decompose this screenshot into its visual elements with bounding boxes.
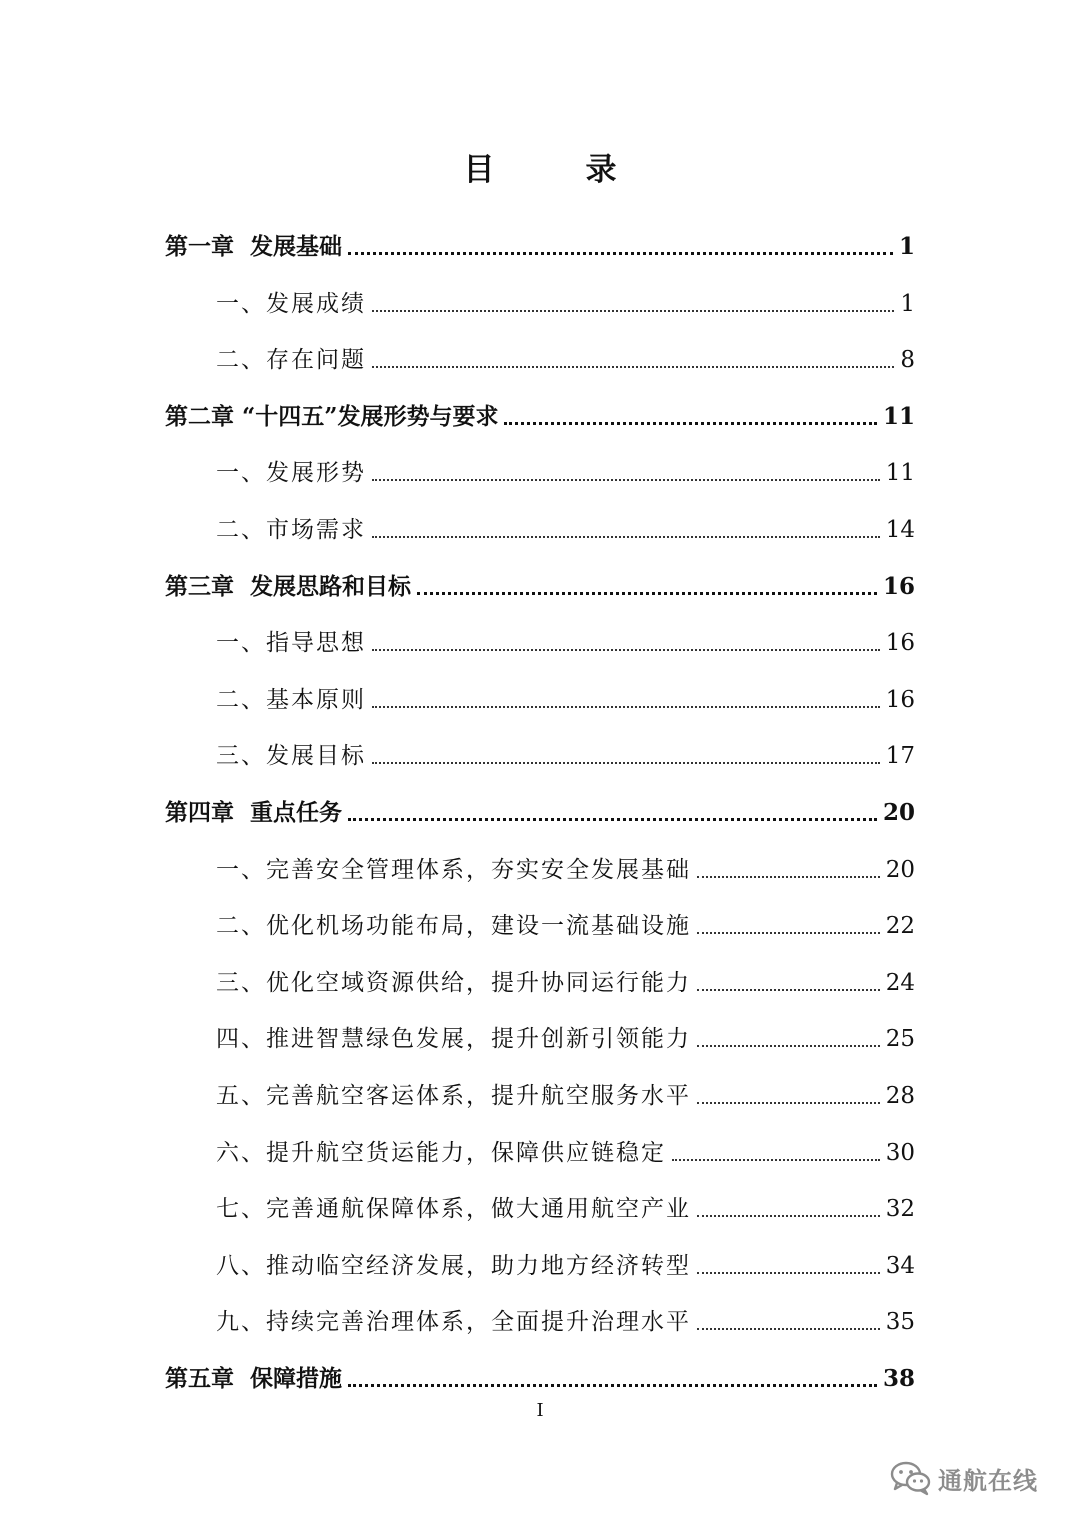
toc-section-entry — [216, 279, 915, 319]
toc-section-entry — [216, 448, 915, 488]
toc-dot-leader — [697, 1328, 880, 1330]
toc-dot-leader — [372, 479, 880, 481]
toc-section-entry — [216, 1241, 915, 1281]
toc-entry-page-number: 1 — [898, 233, 915, 260]
toc-section-entry — [216, 731, 915, 771]
toc-entry-label: 三、发展目标 — [216, 743, 366, 770]
toc-entry-page-number: 32 — [885, 1196, 915, 1223]
watermark — [890, 1456, 1060, 1500]
toc-dot-leader — [348, 252, 893, 255]
toc-dot-leader — [697, 989, 880, 991]
toc-entry-page-number: 35 — [885, 1309, 915, 1336]
toc-entry-label: 二、优化机场功能布局，建设一流基础设施 — [216, 913, 691, 940]
toc-dot-leader — [672, 1159, 880, 1161]
toc-section-entry — [216, 845, 915, 885]
toc-entry-page-number: 28 — [885, 1083, 915, 1109]
toc-entry-label: 九、持续完善治理体系，全面提升治理水平 — [216, 1309, 691, 1336]
toc-section-entry — [216, 618, 915, 658]
wechat-icon — [890, 1460, 932, 1496]
toc-entry-label: 一、完善安全管理体系，夯实安全发展基础 — [216, 856, 691, 883]
toc-entry-label: 三、优化空域资源供给，提升协同运行能力 — [216, 969, 691, 996]
page-title: 目 录 — [463, 152, 647, 188]
toc-entry-label: 二、存在问题 — [216, 347, 366, 374]
toc-dot-leader — [697, 1102, 880, 1104]
toc-dot-leader — [372, 706, 880, 708]
toc-section-entry — [216, 335, 915, 375]
toc-entry-label: 第一章 发展基础 — [165, 233, 343, 260]
toc-entry-page-number: 14 — [885, 517, 915, 543]
toc-entry-label: 第三章 发展思路和目标 — [165, 572, 412, 600]
toc-dot-leader — [372, 310, 894, 312]
toc-entry-page-number: 8 — [900, 347, 915, 374]
toc-dot-leader — [372, 649, 880, 651]
toc-entry-page-number: 34 — [885, 1252, 915, 1279]
toc-entry-label: 第五章 保障措施 — [165, 1365, 343, 1392]
toc-dot-leader — [697, 1045, 880, 1047]
toc-entry-label: 二、基本原则 — [216, 686, 366, 713]
toc-entry-page-number: 20 — [885, 856, 915, 883]
toc-entry-page-number: 25 — [885, 1026, 915, 1053]
toc-dot-leader — [348, 1384, 877, 1387]
toc-entry-label: 一、发展形势 — [216, 460, 366, 487]
toc-entry-page-number: 17 — [885, 743, 915, 770]
toc-entry-label: 一、发展成绩 — [216, 290, 366, 317]
watermark-text: 通航在线 — [938, 1466, 1038, 1495]
toc-entry-page-number: 11 — [885, 460, 915, 487]
toc-entry-page-number: 1 — [900, 290, 915, 317]
toc-entry-page-number: 16 — [885, 630, 915, 657]
toc-entry-label: 第四章 重点任务 — [165, 799, 343, 826]
toc-section-entry — [216, 1071, 915, 1111]
toc-chapter-entry — [165, 1354, 915, 1394]
toc-dot-leader — [372, 762, 880, 764]
toc-entry-page-number: 20 — [882, 799, 915, 826]
toc-entry-page-number: 22 — [885, 913, 915, 940]
toc-section-entry — [216, 675, 915, 715]
toc-section-entry — [216, 901, 915, 941]
toc-entry-page-number: 16 — [885, 686, 915, 713]
toc-dot-leader — [504, 422, 877, 425]
toc-chapter-entry — [165, 222, 915, 262]
toc-entry-page-number: 24 — [885, 969, 915, 996]
toc-section-entry — [216, 958, 915, 998]
toc-entry-label: 七、完善通航保障体系，做大通用航空产业 — [216, 1196, 691, 1223]
toc-entry-label: 二、市场需求 — [216, 517, 366, 543]
toc-dot-leader — [697, 1215, 880, 1217]
toc-dot-leader — [697, 932, 880, 934]
toc-chapter-entry — [165, 392, 915, 432]
toc-section-entry — [216, 1014, 915, 1054]
toc-dot-leader — [348, 818, 877, 821]
toc-chapter-entry — [165, 788, 915, 828]
toc-entry-page-number: 11 — [882, 402, 915, 430]
toc-entry-label: 第二章 “十四五”发展形势与要求 — [165, 402, 499, 430]
toc-entry-label: 八、推动临空经济发展，助力地方经济转型 — [216, 1252, 691, 1279]
toc-entry-label: 五、完善航空客运体系，提升航空服务水平 — [216, 1083, 691, 1109]
toc-section-entry — [216, 1297, 915, 1337]
toc-entry-page-number: 38 — [882, 1365, 915, 1392]
toc-entry-label: 六、提升航空货运能力，保障供应链稳定 — [216, 1139, 666, 1166]
toc-dot-leader — [697, 876, 880, 878]
toc-entry-page-number: 16 — [882, 572, 915, 600]
toc-dot-leader — [372, 366, 894, 368]
toc-entry-label: 四、推进智慧绿色发展，提升创新引领能力 — [216, 1026, 691, 1053]
toc-entry-page-number: 30 — [885, 1139, 915, 1166]
toc-section-entry — [216, 1184, 915, 1224]
toc-dot-leader — [372, 536, 880, 538]
page-number: I — [536, 1400, 544, 1421]
toc-chapter-entry — [165, 562, 915, 602]
toc-entry-label: 一、指导思想 — [216, 630, 366, 657]
toc-section-entry — [216, 505, 915, 545]
toc-dot-leader — [697, 1272, 880, 1274]
toc-section-entry — [216, 1128, 915, 1168]
toc-dot-leader — [417, 592, 877, 595]
